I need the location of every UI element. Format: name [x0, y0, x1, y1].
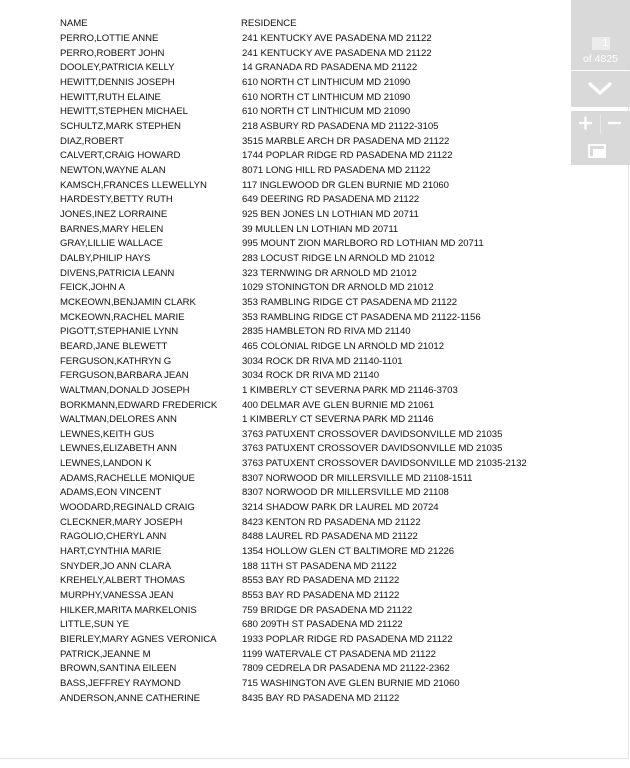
cell-name: RAGOLIO,CHERYL ANN — [60, 531, 167, 543]
table-row — [0, 618, 560, 632]
page-counter — [571, 0, 630, 70]
cell-name: WALTMAN,DONALD JOSEPH — [60, 384, 190, 396]
table-row — [0, 413, 560, 427]
cell-name: DALBY,PHILIP HAYS — [60, 252, 151, 264]
cell-name: ADAMS,EON VINCENT — [60, 487, 162, 499]
cell-name: LEWNES,LANDON K — [60, 458, 152, 470]
cell-residence: 1354 HOLLOW GLEN CT BALTIMORE MD 21226 — [242, 546, 455, 558]
table-row — [0, 61, 560, 75]
table-row — [0, 442, 560, 456]
cell-name: BEARD,JANE BLEWETT — [60, 340, 168, 352]
cell-name: SCHULTZ,MARK STEPHEN — [60, 120, 181, 132]
next-page-button[interactable] — [571, 71, 630, 107]
cell-residence: 1 KIMBERLY CT SEVERNA PARK MD 21146-3703 — [242, 384, 458, 396]
cell-residence: 323 TERNWING DR ARNOLD MD 21012 — [242, 267, 417, 279]
cell-residence: 241 KENTUCKY AVE PASADENA MD 21122 — [242, 47, 432, 59]
table-row — [0, 296, 560, 310]
viewer-controls — [571, 0, 630, 165]
cell-residence: 353 RAMBLING RIDGE CT PASADENA MD 21122 — [242, 296, 458, 308]
column-header-name: NAME — [60, 18, 88, 29]
cell-residence: 39 MULLEN LN LOTHIAN MD 20711 — [242, 223, 399, 235]
cell-name: FEICK,JOHN A — [60, 282, 125, 294]
zoom-out-button[interactable] — [601, 111, 630, 138]
cell-name: PERRO,LOTTIE ANNE — [60, 33, 159, 44]
cell-residence: 218 ASBURY RD PASADENA MD 21122-3105 — [242, 120, 439, 132]
table-row — [0, 384, 560, 398]
cell-name: PERRO,ROBERT JOHN — [60, 47, 165, 59]
cell-name: BROWN,SANTINA EILEEN — [60, 663, 177, 675]
cell-residence: 8307 NORWOOD DR MILLERSVILLE MD 21108 — [242, 487, 449, 499]
cell-residence: 8435 BAY RD PASADENA MD 21122 — [242, 692, 400, 704]
table-row — [0, 311, 560, 325]
cell-name: MCKEOWN,BENJAMIN CLARK — [60, 296, 196, 308]
cell-name: FERGUSON,BARBARA JEAN — [60, 370, 189, 382]
table-row — [0, 633, 560, 647]
cell-name: HEWITT,DENNIS JOSEPH — [60, 76, 175, 88]
cell-name: DIAZ,ROBERT — [60, 135, 124, 147]
cell-name: FERGUSON,KATHRYN G — [60, 355, 172, 367]
cell-residence: 3763 PATUXENT CROSSOVER DAVIDSONVILLE MD 21035-2132 — [242, 458, 527, 470]
cell-residence: 1029 STONINGTON DR ARNOLD MD 21012 — [242, 282, 434, 294]
table-row — [0, 355, 560, 369]
cell-name: CLECKNER,MARY JOSEPH — [60, 516, 183, 528]
table-row — [0, 589, 560, 603]
cell-name: ANDERSON,ANNE CATHERINE — [60, 692, 200, 704]
cell-name: LITTLE,SUN YE — [60, 619, 130, 631]
cell-name: DIVENS,PATRICIA LEANN — [60, 267, 175, 279]
table-row — [0, 545, 560, 559]
table-row — [0, 516, 560, 530]
table-row — [0, 677, 560, 691]
cell-residence: 117 INGLEWOOD DR GLEN BURNIE MD 21060 — [242, 179, 449, 191]
table-row — [0, 47, 560, 61]
cell-residence: 1744 POPLAR RIDGE RD PASADENA MD 21122 — [242, 150, 453, 162]
cell-residence: 188 11TH ST PASADENA MD 21122 — [242, 560, 397, 572]
cell-residence: 8423 KENTON RD PASADENA MD 21122 — [242, 516, 421, 528]
fit-page-button[interactable] — [571, 138, 630, 165]
table-row — [0, 135, 560, 149]
cell-name: HEWITT,RUTH ELAINE — [60, 91, 161, 103]
table-row — [0, 105, 560, 119]
table-row — [0, 32, 560, 46]
cell-name: BASS,JEFFREY RAYMOND — [60, 678, 181, 690]
cell-residence: 8553 BAY RD PASADENA MD 21122 — [242, 590, 400, 602]
table-row — [0, 501, 560, 515]
zoom-in-button[interactable] — [571, 111, 600, 138]
cell-residence: 241 KENTUCKY AVE PASADENA MD 21122 — [242, 33, 432, 44]
cell-residence: 8071 LONG HILL RD PASADENA MD 21122 — [242, 164, 431, 176]
table-row — [0, 574, 560, 588]
cell-residence: 14 GRANADA RD PASADENA MD 21122 — [242, 62, 418, 74]
cell-name: MURPHY,VANESSA JEAN — [60, 590, 174, 602]
cell-residence: 610 NORTH CT LINTHICUM MD 21090 — [242, 106, 411, 118]
table-row — [0, 486, 560, 500]
cell-name: HILKER,MARITA MARKELONIS — [60, 604, 197, 616]
cell-residence: 715 WASHINGTON AVE GLEN BURNIE MD 21060 — [242, 678, 460, 690]
cell-residence: 283 LOCUST RIDGE LN ARNOLD MD 21012 — [242, 252, 435, 264]
cell-name: GRAY,LILLIE WALLACE — [60, 238, 163, 250]
cell-residence: 995 MOUNT ZION MARLBORO RD LOTHIAN MD 20711 — [242, 238, 484, 250]
table-row — [0, 267, 560, 281]
table-row — [0, 457, 560, 471]
chevron-down-icon — [587, 80, 613, 98]
cell-name: KAMSCH,FRANCES LLEWELLYN — [60, 179, 207, 191]
table-row — [0, 340, 560, 354]
cell-name: WOODARD,REGINALD CRAIG — [60, 502, 195, 514]
table-row — [0, 193, 560, 207]
cell-residence: 680 209TH ST PASADENA MD 21122 — [242, 619, 403, 631]
table-row — [0, 281, 560, 295]
table-row — [0, 237, 560, 251]
cell-name: BARNES,MARY HELEN — [60, 223, 164, 235]
page-total: of 4825 — [582, 53, 619, 65]
cell-name: ADAMS,RACHELLE MONIQUE — [60, 472, 195, 484]
fit-page-icon — [571, 138, 630, 165]
table-row — [0, 399, 560, 413]
cell-residence: 3034 ROCK DR RIVA MD 21140-1101 — [242, 355, 403, 367]
column-header-residence: RESIDENCE — [241, 18, 297, 29]
page-number-input[interactable] — [592, 37, 610, 50]
table-row — [0, 604, 560, 618]
cell-residence: 610 NORTH CT LINTHICUM MD 21090 — [242, 76, 411, 88]
cell-residence: 649 DEERING RD PASADENA MD 21122 — [242, 194, 420, 206]
cell-name: HEWITT,STEPHEN MICHAEL — [60, 106, 188, 118]
cell-residence: 8307 NORWOOD DR MILLERSVILLE MD 21108-1511 — [242, 472, 473, 484]
cell-name: PIGOTT,STEPHANIE LYNN — [60, 326, 179, 338]
table-row — [0, 530, 560, 544]
cell-name: JONES,INEZ LORRAINE — [60, 208, 168, 220]
cell-residence: 925 BEN JONES LN LOTHIAN MD 20711 — [242, 208, 419, 220]
minus-icon — [601, 111, 630, 138]
cell-name: PATRICK,JEANNE M — [60, 648, 151, 660]
cell-residence: 1933 POPLAR RIDGE RD PASADENA MD 21122 — [242, 634, 453, 646]
table-header — [0, 17, 560, 31]
cell-name: BIERLEY,MARY AGNES VERONICA — [60, 634, 217, 646]
table-row — [0, 179, 560, 193]
table-row — [0, 428, 560, 442]
cell-residence: 3214 SHADOW PARK DR LAUREL MD 20724 — [242, 502, 439, 514]
cell-residence: 353 RAMBLING RIDGE CT PASADENA MD 21122-1156 — [242, 311, 481, 323]
cell-name: KREHELY,ALBERT THOMAS — [60, 575, 185, 587]
table-row — [0, 149, 560, 163]
cell-name: LEWNES,ELIZABETH ANN — [60, 443, 177, 455]
cell-name: HARDESTY,BETTY RUTH — [60, 194, 173, 206]
cell-name: CALVERT,CRAIG HOWARD — [60, 150, 181, 162]
table-row — [0, 662, 560, 676]
cell-residence: 1199 WATERVALE CT PASADENA MD 21122 — [242, 648, 436, 660]
table-row — [0, 648, 560, 662]
table-row — [0, 369, 560, 383]
table-row — [0, 164, 560, 178]
cell-residence: 400 DELMAR AVE GLEN BURNIE MD 21061 — [242, 399, 435, 411]
cell-name: HART,CYNTHIA MARIE — [60, 546, 162, 558]
table-row — [0, 223, 560, 237]
zoom-controls — [571, 111, 630, 165]
plus-icon — [571, 111, 600, 138]
cell-residence: 610 NORTH CT LINTHICUM MD 21090 — [242, 91, 411, 103]
cell-residence: 1 KIMBERLY CT SEVERNA PARK MD 21146 — [242, 414, 434, 426]
cell-residence: 8553 BAY RD PASADENA MD 21122 — [242, 575, 400, 587]
cell-residence: 465 COLONIAL RIDGE LN ARNOLD MD 21012 — [242, 340, 445, 352]
cell-name: DOOLEY,PATRICIA KELLY — [60, 62, 175, 74]
table-row — [0, 120, 560, 134]
table-row — [0, 325, 560, 339]
cell-name: BORKMANN,EDWARD FREDERICK — [60, 399, 218, 411]
table-row — [0, 91, 560, 105]
cell-name: NEWTON,WAYNE ALAN — [60, 164, 166, 176]
cell-name: WALTMAN,DELORES ANN — [60, 414, 177, 426]
cell-residence: 7809 CEDRELA DR PASADENA MD 21122-2362 — [242, 663, 450, 675]
cell-name: MCKEOWN,RACHEL MARIE — [60, 311, 185, 323]
table-row — [0, 208, 560, 222]
cell-residence: 3763 PATUXENT CROSSOVER DAVIDSONVILLE MD 21035 — [242, 428, 503, 440]
cell-residence: 8488 LAUREL RD PASADENA MD 21122 — [242, 531, 418, 543]
table-row — [0, 560, 560, 574]
table-row — [0, 76, 560, 90]
cell-residence: 2835 HAMBLETON RD RIVA MD 21140 — [242, 326, 411, 338]
cell-name: SNYDER,JO ANN CLARA — [60, 560, 172, 572]
cell-residence: 3763 PATUXENT CROSSOVER DAVIDSONVILLE MD 21035 — [242, 443, 503, 455]
table-row — [0, 252, 560, 266]
cell-residence: 3034 ROCK DR RIVA MD 21140 — [242, 370, 379, 382]
table-row — [0, 692, 560, 706]
cell-residence: 3515 MARBLE ARCH DR PASADENA MD 21122 — [242, 135, 450, 147]
cell-name: LEWNES,KEITH GUS — [60, 428, 155, 440]
table-row — [0, 472, 560, 486]
cell-residence: 759 BRIDGE DR PASADENA MD 21122 — [242, 604, 413, 616]
